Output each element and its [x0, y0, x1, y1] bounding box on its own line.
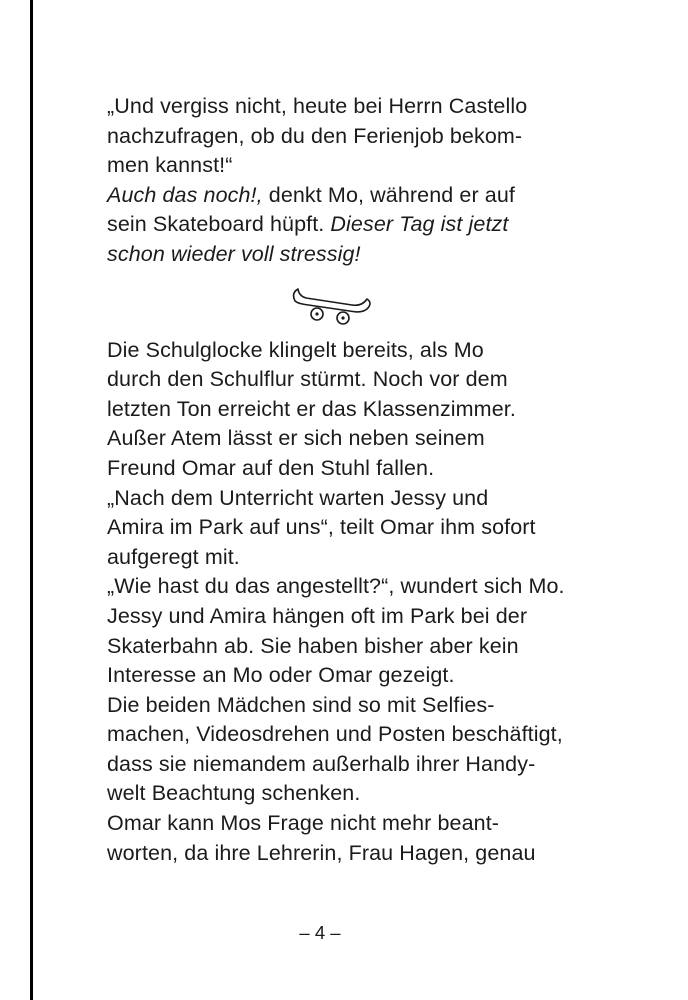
page-number: – 4 –: [299, 922, 341, 943]
text-line: „Wie hast du das angestellt?“, wundert sich Mo.: [107, 574, 565, 599]
text-line: men kannst!“: [107, 153, 233, 178]
text-line: machen, Videosdrehen und Posten beschäftigt,: [107, 722, 563, 747]
text-line: „Nach dem Unterricht warten Jessy und: [107, 485, 489, 510]
text-line: Interesse an Mo oder Omar gezeigt.: [107, 663, 455, 688]
text-line: „Und vergiss nicht, heute bei Herrn Castello: [107, 94, 528, 118]
text-line: Omar kann Mos Frage nicht mehr beant-: [107, 811, 500, 836]
text-line: [107, 181, 601, 211]
text-line: Freund Omar auf den Stuhl fallen.: [107, 455, 435, 480]
page-spine-divider: [30, 0, 33, 1000]
italic-thought: Dieser Tag ist jetzt: [330, 212, 509, 237]
italic-thought: Auch das noch!,: [107, 182, 263, 207]
text-line: letzten Ton erreicht er das Klassenzimmer.: [107, 396, 516, 421]
text-line: nachzufragen, ob du den Ferienjob bekom-: [107, 123, 523, 148]
paragraph-story: [107, 336, 601, 869]
text-line: [107, 210, 601, 240]
text-line: aufgeregt mit.: [107, 544, 240, 569]
text-line: worten, da ihre Lehrerin, Frau Hagen, genau: [107, 840, 536, 865]
page-text: [107, 92, 601, 868]
paragraph-dialog: [107, 92, 601, 270]
skateboard-icon: [290, 279, 374, 327]
section-break-illustration: [107, 270, 601, 336]
text-line: schon wieder voll stressig!: [107, 241, 361, 266]
text-line: durch den Schulflur stürmt. Noch vor dem: [107, 367, 508, 392]
text-line: Die beiden Mädchen sind so mit Selfies-: [107, 692, 495, 717]
text-line: welt Beachtung schenken.: [107, 781, 361, 806]
text-line: Die Schulglocke klingelt bereits, als Mo: [107, 337, 484, 362]
text-line: Jessy und Amira hängen oft im Park bei der: [107, 603, 528, 628]
text-segment: sein Skateboard hüpft.: [107, 212, 331, 237]
text-line: dass sie niemandem außerhalb ihrer Handy-: [107, 751, 536, 776]
text-segment: denkt Mo, während er auf: [262, 182, 515, 207]
text-line: Außer Atem lässt er sich neben seinem: [107, 426, 485, 451]
text-line: Amira im Park auf uns“, teilt Omar ihm sofort: [107, 515, 536, 540]
text-line: Skaterbahn ab. Sie haben bisher aber kein: [107, 633, 519, 658]
